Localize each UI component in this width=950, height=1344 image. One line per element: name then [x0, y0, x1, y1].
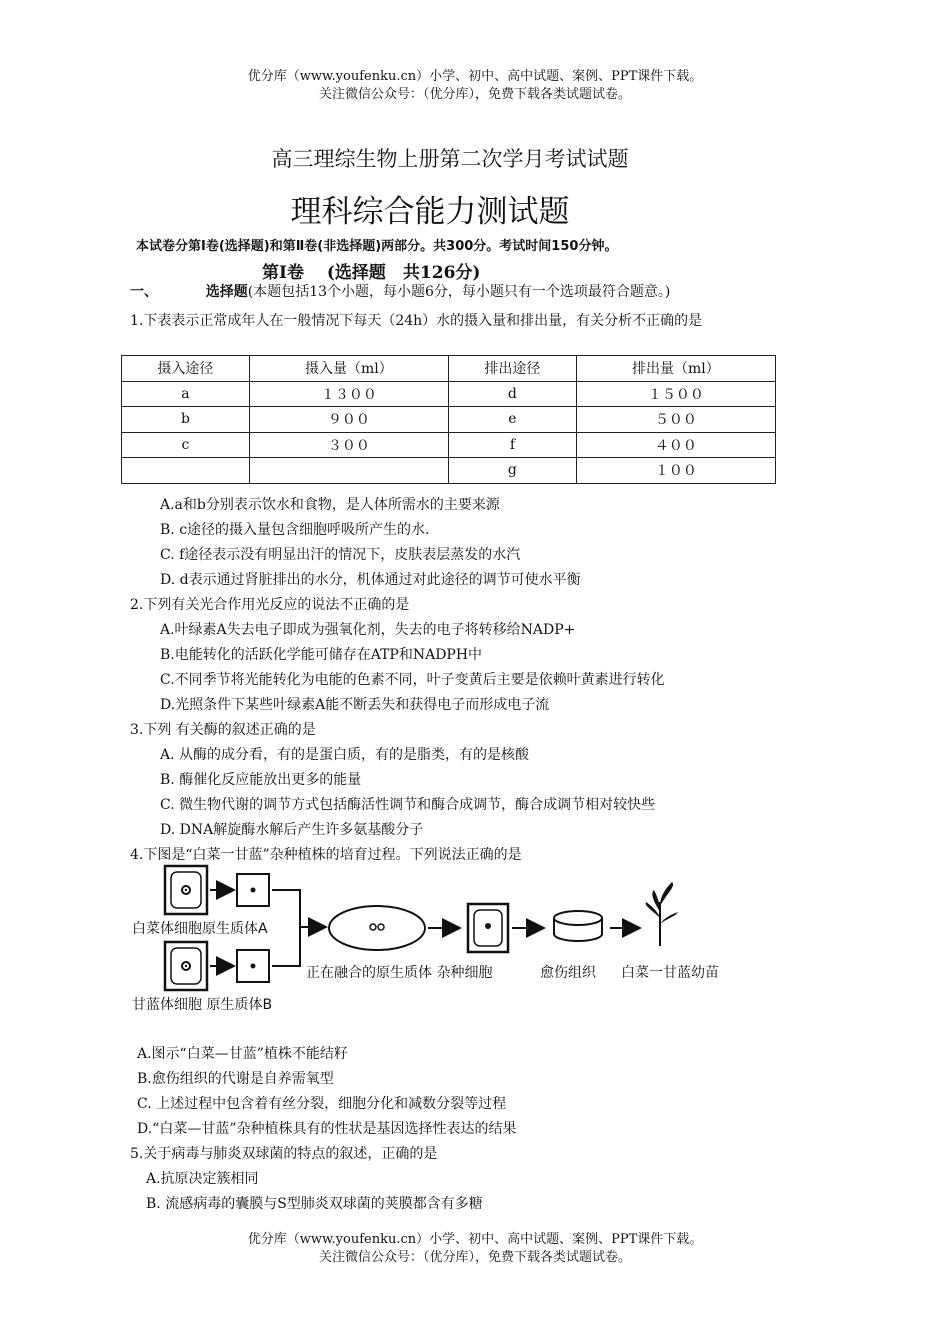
- merge-bracket: [272, 890, 300, 966]
- q2-option-d: D.光照条件下某些叶绿素A能不断丢失和获得电子而形成电子流: [160, 697, 550, 713]
- q4-option-d: D.“白菜—甘蓝”杂种植株具有的性状是基因选择性表达的结果: [137, 1121, 517, 1137]
- table-header: 排出途径: [448, 356, 576, 382]
- q3-option-b: B. 酶催化反应能放出更多的能量: [160, 772, 362, 788]
- cabbage-cell-icon: [165, 866, 207, 914]
- table-row: [122, 458, 776, 484]
- callus-dish-icon: [554, 911, 602, 941]
- label-protoplast-b: 甘蓝体细胞 原生质体B: [132, 997, 273, 1013]
- table-cell: １００: [576, 458, 775, 484]
- hybrid-cell-icon: [468, 904, 508, 952]
- table-cell: e: [448, 407, 576, 433]
- table-cell: f: [448, 432, 576, 458]
- table-cell: １５００: [576, 381, 775, 407]
- q4-option-c: C. 上述过程中包含着有丝分裂，细胞分化和减数分裂等过程: [137, 1096, 507, 1112]
- table-cell: [122, 458, 250, 484]
- exam-note: 本试卷分第Ⅰ卷(选择题)和第Ⅱ卷(非选择题)两部分。共300分。考试时间150分钟。: [136, 239, 618, 254]
- volume-heading: 第Ⅰ卷 (选择题 共126分): [262, 263, 481, 283]
- q1-option-a: A.a和b分别表示饮水和食物，是人体所需水的主要来源: [160, 497, 500, 513]
- q1-option-d: D. d表示通过肾脏排出的水分，机体通过对此途径的调节可使水平衡: [160, 572, 581, 588]
- table-cell: ３００: [249, 432, 448, 458]
- table-row: [122, 432, 776, 458]
- q1-option-b: B. c途径的摄入量包含细胞呼吸所产生的水.: [160, 522, 430, 538]
- section-description: (本题包括13个小题，每小题6分，每小题只有一个选项最符合题意。): [247, 284, 671, 300]
- q3-option-c: C. 微生物代谢的调节方式包括酶活性调节和酶合成调节，酶合成调节相对较快些: [160, 797, 656, 813]
- table-row: [122, 381, 776, 407]
- table-cell: a: [122, 381, 250, 407]
- q5-option-a: A.抗原决定簇相同: [146, 1171, 259, 1187]
- q5-option-b: B. 流感病毒的囊膜与S型肺炎双球菌的荚膜都含有多糖: [146, 1196, 483, 1212]
- q3-stem: 3.下列 有关酶的叙述正确的是: [130, 722, 316, 738]
- table-cell: c: [122, 432, 250, 458]
- seedling-icon: [646, 882, 678, 946]
- q4-option-b: B.愈伤组织的代谢是自养需氧型: [137, 1071, 334, 1087]
- section-name: 选择题: [205, 284, 248, 300]
- table-header: 摄入量（ml）: [249, 356, 448, 382]
- table-cell: ９００: [249, 407, 448, 433]
- label-callus: 愈伤组织: [540, 965, 596, 981]
- footer-line-2: 关注微信公众号：（优分库），免费下载各类试题试卷。: [318, 1250, 631, 1265]
- q4-stem: 4.下图是“白菜一甘蓝”杂种植株的培育过程。下列说法正确的是: [130, 847, 522, 863]
- exam-subtitle: 高三理综生物上册第二次学月考试试题: [271, 147, 629, 171]
- table-row: [122, 407, 776, 433]
- table-header: 排出量（ml）: [576, 356, 775, 382]
- q3-option-a: A. 从酶的成分看，有的是蛋白质，有的是脂类，有的是核酸: [160, 747, 530, 763]
- q2-option-a: A.叶绿素A失去电子即成为强氧化剂，失去的电子将转移给NADP+: [160, 622, 576, 638]
- fusing-protoplast-icon: [329, 906, 425, 950]
- q1-stem: 1.下表表示正常成年人在一般情况下每天（24h）水的摄入量和排出量，有关分析不正确的是: [130, 313, 703, 329]
- section-number: 一、: [130, 284, 158, 300]
- header-line-2: 关注微信公众号：（优分库），免费下载各类试题试卷。: [318, 87, 631, 102]
- table-cell: ５００: [576, 407, 775, 433]
- table-cell: ４００: [576, 432, 775, 458]
- table-header: 摄入途径: [122, 356, 250, 382]
- table-cell: d: [448, 381, 576, 407]
- protoplast-a-icon: [237, 874, 269, 906]
- footer-line-1: 优分库（www.youfenku.cn）小学、初中、高中试题、案例、PPT课件下载。: [247, 1232, 703, 1247]
- q4-option-a: A.图示“白菜—甘蓝”植株不能结籽: [137, 1046, 348, 1062]
- table-cell: g: [448, 458, 576, 484]
- q5-stem: 5.关于病毒与肺炎双球菌的特点的叙述，正确的是: [130, 1146, 438, 1162]
- label-protoplast-a: 白菜体细胞原生质体A: [132, 921, 268, 937]
- q3-option-d: D. DNA解旋酶水解后产生许多氨基酸分子: [160, 822, 424, 838]
- q2-option-c: C.不同季节将光能转化为电能的色素不同，叶子变黄后主要是依赖叶黄素进行转化: [160, 672, 665, 688]
- q1-option-c: C. f途径表示没有明显出汗的情况下，皮肤表层蒸发的水汽: [160, 547, 521, 563]
- kale-cell-icon: [165, 942, 207, 990]
- label-fusing-hybrid: 正在融合的原生质体 杂种细胞: [306, 965, 493, 981]
- table-cell: １３００: [249, 381, 448, 407]
- label-seedling: 白菜一甘蓝幼苗: [621, 965, 719, 981]
- water-table: [121, 355, 776, 484]
- table-header-row: [122, 356, 776, 382]
- exam-title: 理科综合能力测试题: [290, 194, 570, 230]
- section-heading: [130, 281, 670, 301]
- table-cell: [249, 458, 448, 484]
- q2-option-b: B.电能转化的活跃化学能可储存在ATP和NADPH中: [160, 647, 483, 663]
- protoplast-b-icon: [237, 950, 269, 982]
- table-cell: b: [122, 407, 250, 433]
- header-line-1: 优分库（www.youfenku.cn）小学、初中、高中试题、案例、PPT课件下载。: [247, 69, 703, 84]
- q2-stem: 2.下列有关光合作用光反应的说法不正确的是: [130, 597, 410, 613]
